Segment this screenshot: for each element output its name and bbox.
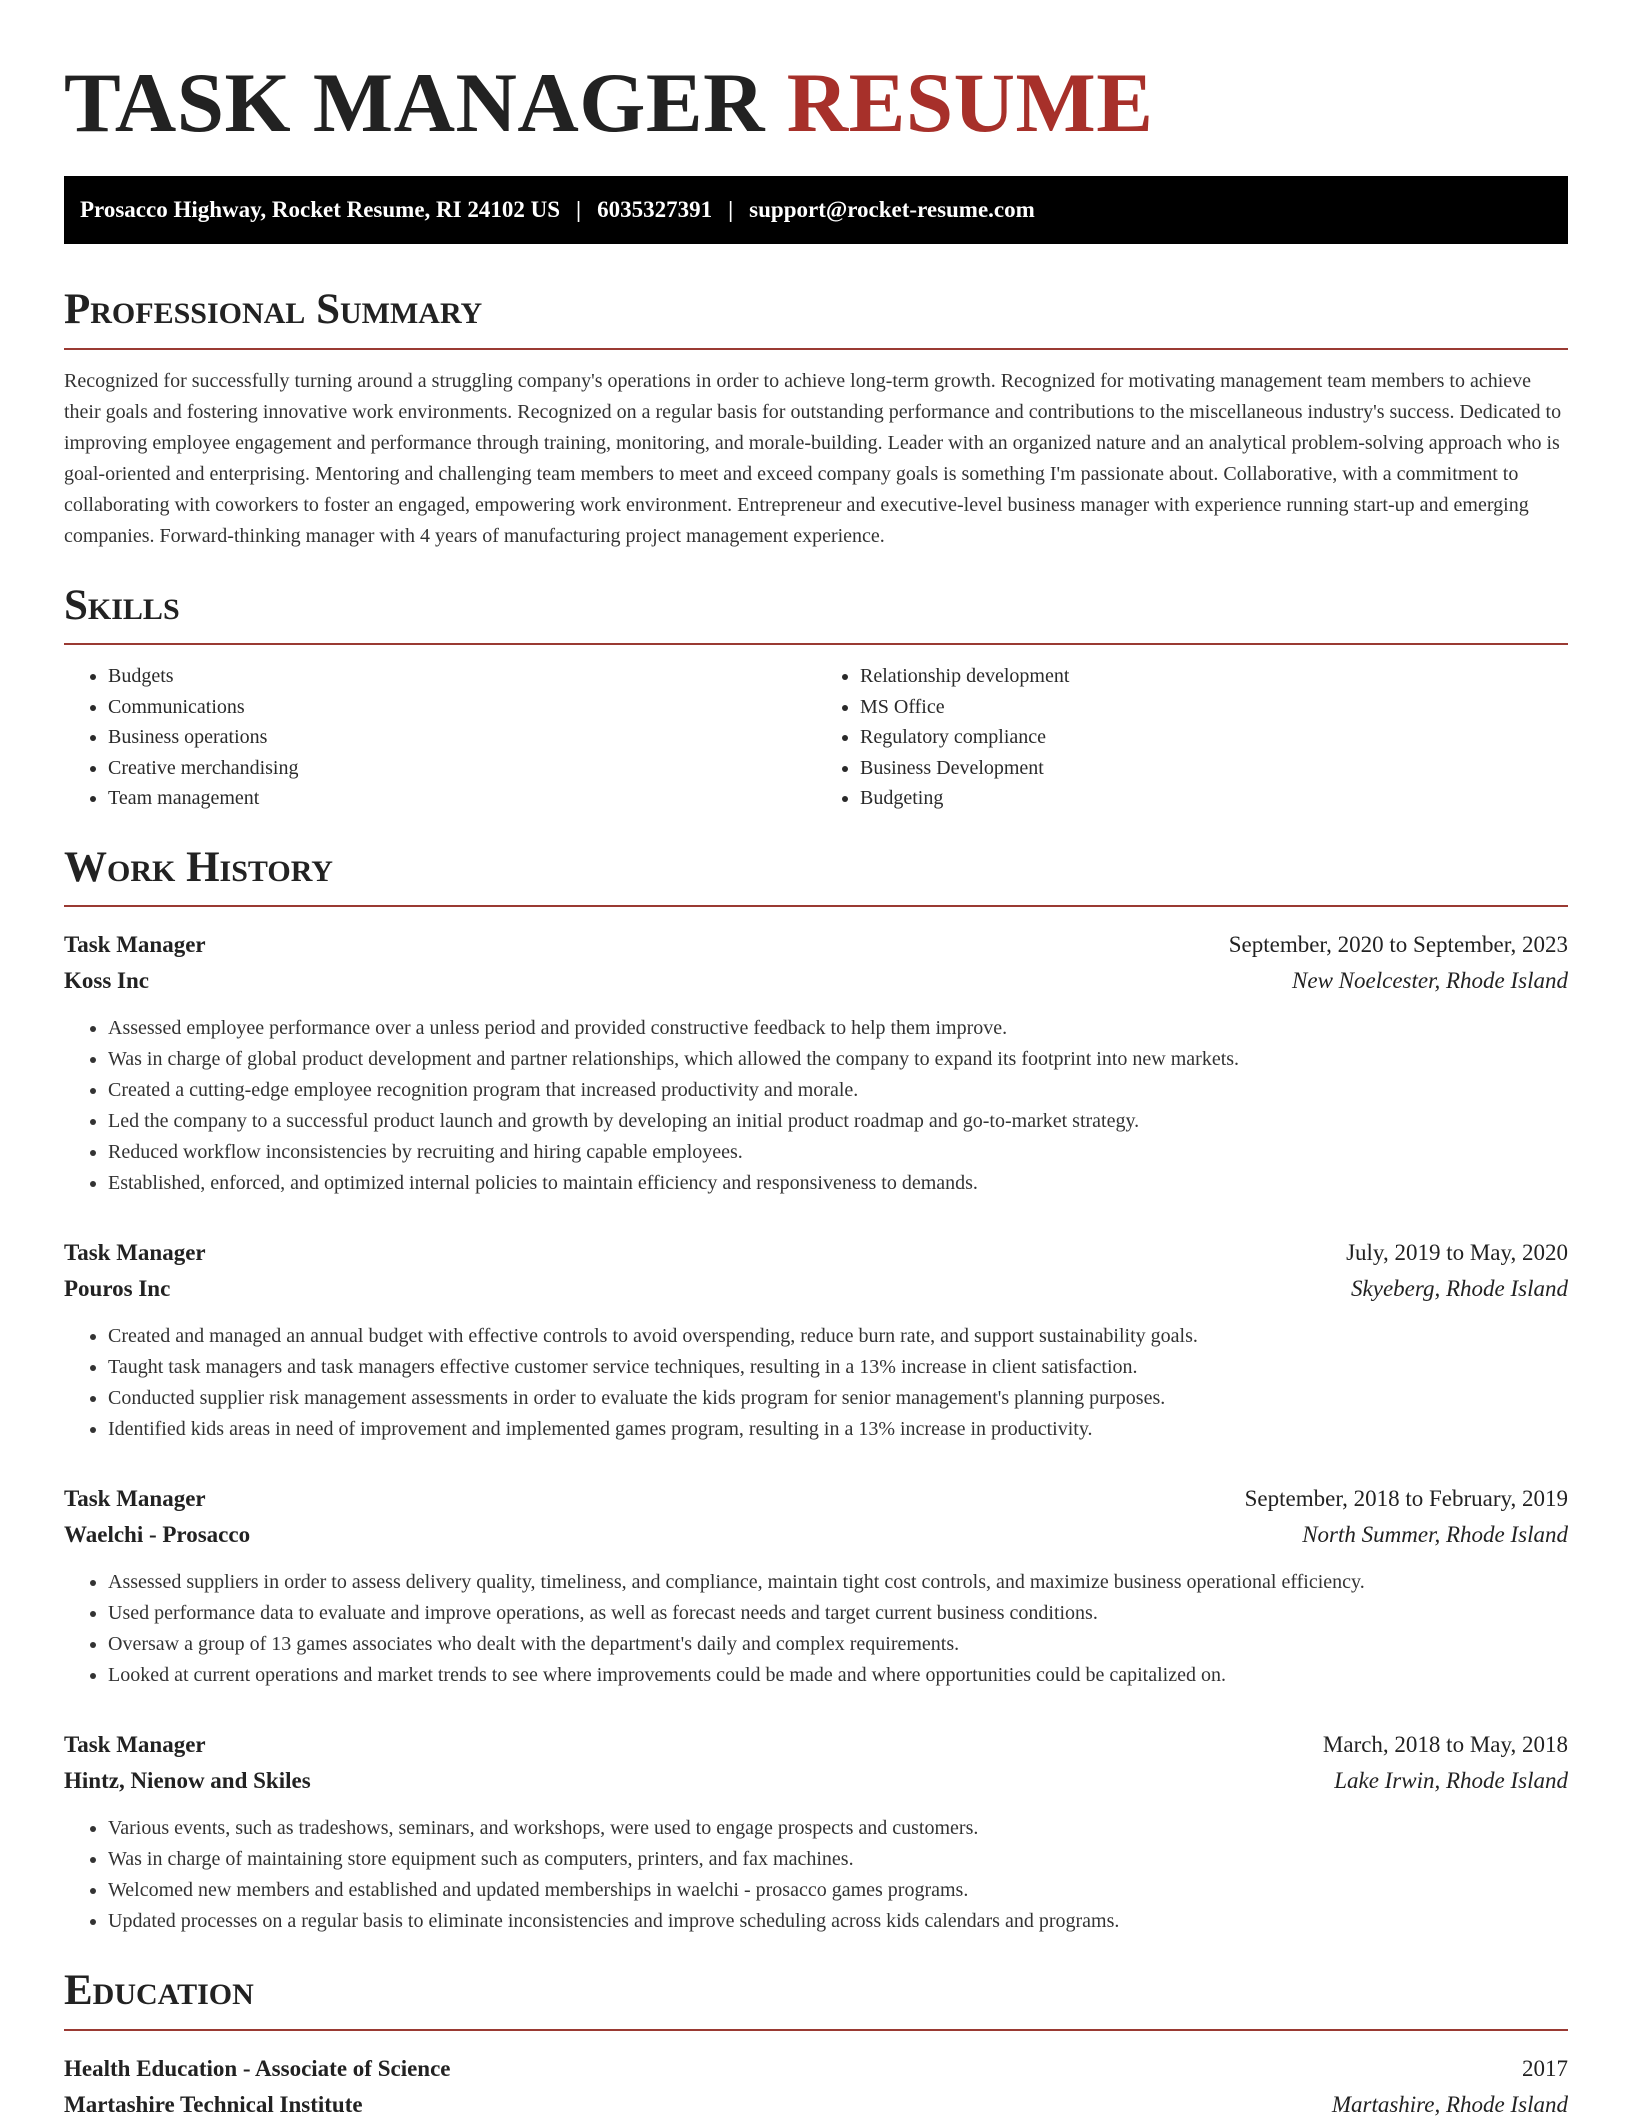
job-company-row	[64, 1763, 1568, 1799]
job-location: North Summer, Rhode Island	[1302, 1522, 1568, 1548]
contact-address: Prosacco Highway, Rocket Resume, RI 24102 US	[80, 197, 560, 222]
job-entry	[64, 1481, 1568, 1691]
job-company-row	[64, 1271, 1568, 1307]
skills-heading: Skills	[64, 580, 1568, 646]
job-location: Lake Irwin, Rhode Island	[1334, 1768, 1568, 1794]
education-heading: Education	[64, 1965, 1568, 2031]
resume-page	[64, 0, 1568, 2123]
job-bullet: • Established, enforced, and optimized internal policies to maintain efficiency and responsiveness to demands.	[108, 1168, 1568, 1199]
job-title: Task Manager	[64, 1486, 206, 1512]
job-header-row	[64, 1481, 1568, 1517]
skill-item: • MS Office	[860, 692, 1568, 723]
skill-item: • Business operations	[108, 722, 816, 753]
skill-item: • Creative merchandising	[108, 753, 816, 784]
title-accent: RESUME	[786, 56, 1154, 150]
job-bullet: • Various events, such as tradeshows, seminars, and workshops, were used to engage prospects and customers.	[108, 1813, 1568, 1844]
skill-item: • Regulatory compliance	[860, 722, 1568, 753]
job-company: Hintz, Nienow and Skiles	[64, 1768, 311, 1794]
education-degree: Health Education - Associate of Science	[64, 2055, 451, 2081]
job-dates: September, 2020 to September, 2023	[1228, 932, 1568, 958]
skills-list	[64, 661, 1568, 814]
job-bullet: • Used performance data to evaluate and improve operations, as well as forecast needs and target current business conditions.	[108, 1598, 1568, 1629]
job-bullet: • Updated processes on a regular basis to eliminate inconsistencies and improve scheduling across kids calendars and programs.	[108, 1906, 1568, 1937]
job-bullets	[64, 1013, 1568, 1199]
contact-email: support@rocket-resume.com	[749, 197, 1035, 222]
job-bullet: • Created and managed an annual budget with effective controls to avoid overspending, reduce burn rate, and support sustainability goals.	[108, 1321, 1568, 1352]
job-company: Waelchi - Prosacco	[64, 1522, 251, 1548]
job-bullet: • Conducted supplier risk management assessments in order to evaluate the kids program for senior management's planning purposes.	[108, 1383, 1568, 1414]
skill-item: • Team management	[108, 783, 816, 814]
job-bullets	[64, 1321, 1568, 1445]
education-year: 2017	[1522, 2055, 1568, 2081]
job-title: Task Manager	[64, 932, 206, 958]
skill-item: • Budgets	[108, 661, 816, 692]
education-school: Martashire Technical Institute	[64, 2091, 363, 2117]
contact-bar	[64, 176, 1568, 244]
education-school-row	[64, 2087, 1568, 2123]
skill-item: • Relationship development	[860, 661, 1568, 692]
job-title: Task Manager	[64, 1240, 206, 1266]
skills-column-left	[64, 661, 816, 814]
contact-separator: |	[728, 197, 734, 222]
job-company: Koss Inc	[64, 968, 149, 994]
job-bullet: • Looked at current operations and market trends to see where improvements could be made and where opportunities could be capitalized on.	[108, 1660, 1568, 1691]
job-entry	[64, 1727, 1568, 1937]
job-bullet: • Was in charge of global product development and partner relationships, which allowed the company to expand its footprint into new markets.	[108, 1044, 1568, 1075]
title-main: TASK MANAGER	[64, 56, 765, 150]
education-entry	[64, 2051, 1568, 2123]
job-bullet: • Identified kids areas in need of improvement and implemented games program, resulting in a 13% increase in productivity.	[108, 1414, 1568, 1445]
summary-text: Recognized for successfully turning around a struggling company's operations in order to achieve long-term growth. Recognized for motivating management team members to achieve their goals and fostering innovative work environments. Recognized on a regular basis for outstanding performance and contributions to the miscellaneous industry's success. Dedicated to improving employee engagement and performance through training, monitoring, and morale-building. Leader with an organized nature and an analytical problem-solving approach who is goal-oriented and enterprising. Mentoring and challenging team members to meet and exceed company goals is something I'm passionate about. Collaborative, with a commitment to collaborating with coworkers to foster an engaged, empowering work environment. Entrepreneur and executive-level business manager with experience running start-up and emerging companies. Forward-thinking manager with 4 years of manufacturing project management experience.	[64, 369, 1562, 547]
education-degree-row	[64, 2051, 1568, 2087]
contact-phone: 6035327391	[597, 197, 713, 222]
job-header-row	[64, 1727, 1568, 1763]
skills-column-right	[816, 661, 1568, 814]
job-bullet: • Welcomed new members and established and updated memberships in waelchi - prosacco games programs.	[108, 1875, 1568, 1906]
job-bullets	[64, 1567, 1568, 1691]
skill-item: • Budgeting	[860, 783, 1568, 814]
contact-separator: |	[576, 197, 582, 222]
skill-item: • Business Development	[860, 753, 1568, 784]
work-history-heading: Work History	[64, 842, 1568, 908]
summary-heading: Professional Summary	[64, 284, 1568, 350]
job-company-row	[64, 1517, 1568, 1553]
job-location: Skyeberg, Rhode Island	[1351, 1276, 1568, 1302]
job-bullet: • Led the company to a successful product launch and growth by developing an initial product roadmap and go-to-market strategy.	[108, 1106, 1568, 1137]
job-location: New Noelcester, Rhode Island	[1292, 968, 1568, 994]
job-header-row	[64, 927, 1568, 963]
job-entry	[64, 1235, 1568, 1445]
job-bullet: • Assessed employee performance over a unless period and provided constructive feedback to help them improve.	[108, 1013, 1568, 1044]
job-entry	[64, 927, 1568, 1199]
job-company: Pouros Inc	[64, 1276, 171, 1302]
job-company-row	[64, 963, 1568, 999]
job-header-row	[64, 1235, 1568, 1271]
job-bullet: • Was in charge of maintaining store equipment such as computers, printers, and fax machines.	[108, 1844, 1568, 1875]
job-bullet: • Created a cutting-edge employee recognition program that increased productivity and morale.	[108, 1075, 1568, 1106]
education-location: Martashire, Rhode Island	[1331, 2091, 1568, 2117]
job-dates: September, 2018 to February, 2019	[1244, 1486, 1568, 1512]
job-dates: July, 2019 to May, 2020	[1346, 1240, 1568, 1266]
job-title: Task Manager	[64, 1732, 206, 1758]
job-dates: March, 2018 to May, 2018	[1322, 1732, 1568, 1758]
job-bullet: • Taught task managers and task managers effective customer service techniques, resulting in a 13% increase in client satisfaction.	[108, 1352, 1568, 1383]
job-bullet: • Oversaw a group of 13 games associates who dealt with the department's daily and complex requirements.	[108, 1629, 1568, 1660]
job-bullet: • Assessed suppliers in order to assess delivery quality, timeliness, and compliance, maintain tight cost controls, and maximize business operational efficiency.	[108, 1567, 1568, 1598]
job-bullet: • Reduced workflow inconsistencies by recruiting and hiring capable employees.	[108, 1137, 1568, 1168]
resume-title	[64, 52, 1568, 154]
skill-item: • Communications	[108, 692, 816, 723]
job-bullets	[64, 1813, 1568, 1937]
